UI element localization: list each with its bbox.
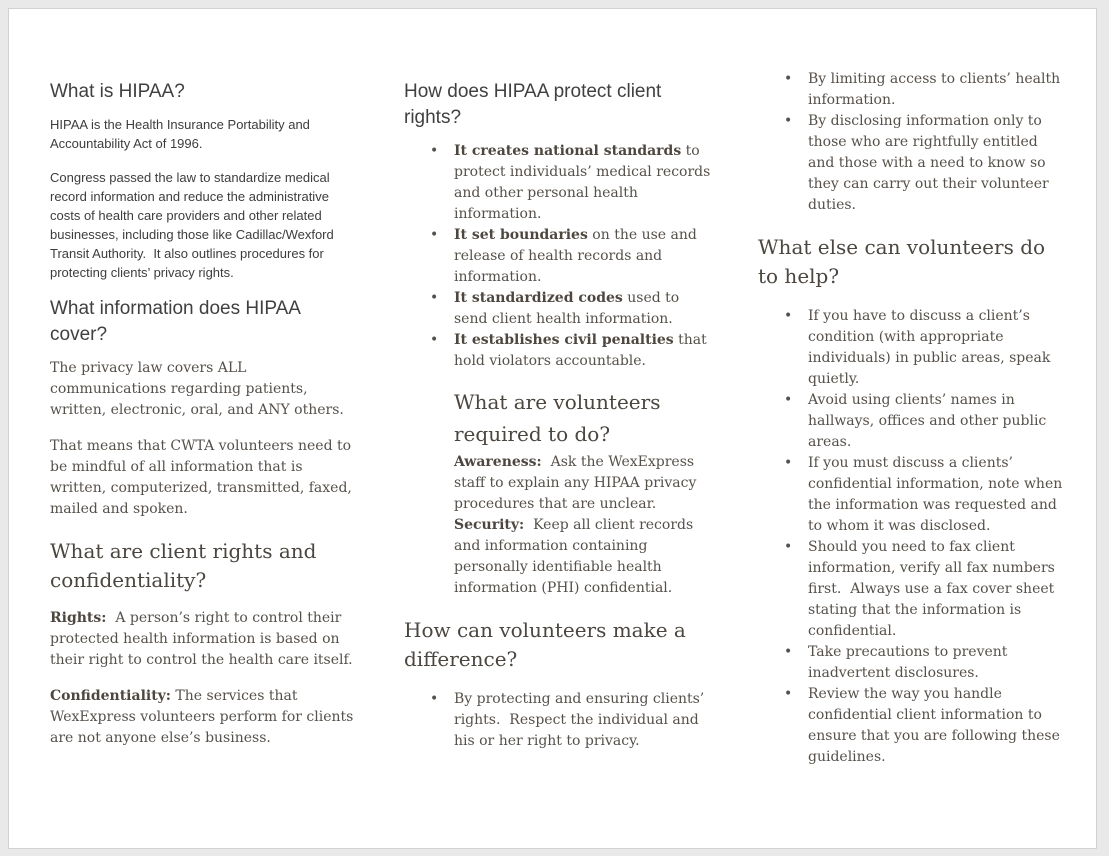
- bullet-list: [404, 689, 714, 752]
- list-item: • By disclosing information only to those who are rightfully entitled and those with a need to know so they can carry out their volunteer duties.: [808, 111, 1068, 216]
- section-heading-sans: How does HIPAA protect client rights?: [404, 81, 662, 128]
- bold-lead: Rights:: [50, 610, 107, 626]
- bullet-list: [758, 69, 1068, 216]
- bold-lead: It creates national standards: [454, 143, 682, 159]
- column-right: [758, 65, 1068, 818]
- paragraph: [454, 452, 714, 515]
- paragraph: Congress passed the law to standardize medical record information and reduce the administrative costs of health care providers and other related businesses, including those like Cadillac/Wexford Transit Authority. It also outlines procedures for protecting clients’ privacy rights.: [50, 170, 338, 280]
- section-heading-serif: What are client rights and confidentiality?: [50, 539, 317, 592]
- bold-lead: Security:: [454, 517, 525, 533]
- list-item: • By protecting and ensuring clients’ rights. Respect the individual and his or her right to privacy.: [454, 689, 714, 752]
- text-run: to protect individuals’ medical records and other personal health information.: [454, 143, 715, 222]
- section-heading-sans: What is HIPAA?: [50, 81, 185, 102]
- section-heading-serif: How can volunteers make a difference?: [404, 618, 686, 671]
- list-item: [454, 225, 714, 288]
- bullet-list: [404, 141, 714, 372]
- paragraph: [454, 515, 714, 599]
- text-run: that hold violators accountable.: [454, 332, 712, 369]
- section-subheading: What are volunteers required to do?: [454, 390, 661, 446]
- section-heading-serif: What else can volunteers do to help?: [758, 235, 1046, 288]
- bold-lead: Awareness:: [454, 454, 542, 470]
- brochure-page: [8, 8, 1097, 849]
- paragraph: That means that CWTA volunteers need to be mindful of all information that is written, computerized, transmitted, faxed, mailed and spoken.: [50, 438, 357, 517]
- column-left: [50, 65, 360, 818]
- column-middle: [404, 65, 714, 818]
- text-run: Ask the WexExpress staff to explain any HIPAA privacy procedures that are unclear.: [454, 454, 701, 512]
- list-item: • Should you need to fax client information, verify all fax numbers first. Always use a fax cover sheet stating that the information is confidential.: [808, 537, 1068, 642]
- list-item: [454, 288, 714, 330]
- paragraph: The privacy law covers ALL communications regarding patients, written, electronic, oral, and ANY others.: [50, 360, 344, 418]
- paragraph: [50, 608, 360, 671]
- list-item: • By limiting access to clients’ health information.: [808, 69, 1068, 111]
- list-item: • Avoid using clients’ names in hallways, offices and other public areas.: [808, 390, 1068, 453]
- list-item: • If you must discuss a clients’ confidential information, note when the information was requested and to whom it was disclosed.: [808, 453, 1068, 537]
- text-run: on the use and release of health records and information.: [454, 227, 702, 285]
- list-item: • Review the way you handle confidential client information to ensure that you are following these guidelines.: [808, 684, 1068, 768]
- list-item: [454, 330, 714, 372]
- list-item: [454, 141, 714, 225]
- paragraph: [50, 686, 360, 749]
- paragraph: HIPAA is the Health Insurance Portability and Accountability Act of 1996.: [50, 117, 313, 151]
- text-run: A person’s right to control their protected health information is based on their right to control the health care itself.: [50, 610, 353, 668]
- list-item: • Take precautions to prevent inadvertent disclosures.: [808, 642, 1068, 684]
- bold-lead: It establishes civil penalties: [454, 332, 674, 348]
- bold-lead: It standardized codes: [454, 290, 623, 306]
- bullet-list: [758, 306, 1068, 768]
- text-run: The services that WexExpress volunteers perform for clients are not anyone else’s business.: [50, 688, 358, 746]
- section-heading-sans: What information does HIPAA cover?: [50, 298, 300, 345]
- bold-lead: It set boundaries: [454, 227, 588, 243]
- text-run: used to send client health information.: [454, 290, 684, 327]
- list-item: • If you have to discuss a client’s condition (with appropriate individuals) in public areas, speak quietly.: [808, 306, 1068, 390]
- text-run: Keep all client records and information containing personally identifiable health information (PHI) confidential.: [454, 517, 698, 596]
- bold-lead: Confidentiality:: [50, 688, 171, 704]
